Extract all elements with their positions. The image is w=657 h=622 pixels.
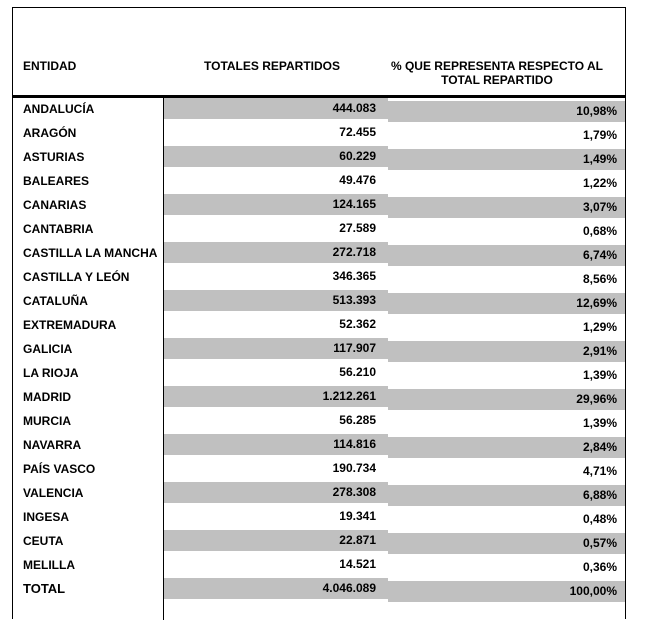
row-percentage: 1,29% [582,320,617,334]
row-entity: ARAGÓN [23,126,77,140]
table-row [13,530,625,554]
table-row [13,506,625,530]
table-row [13,122,625,146]
row-percentage: 8,56% [582,272,617,286]
row-total: 114.816 [163,434,388,455]
header-total: TOTALES REPARTIDOS [204,59,341,73]
row-percentage: 2,84% [388,437,625,458]
row-percentage: 1,49% [388,149,625,170]
row-percentage: 1,79% [582,128,617,142]
row-total: 124.165 [163,194,388,215]
row-entity: TOTAL [23,581,66,596]
row-percentage: 0,68% [582,224,617,238]
row-total: 56.210 [339,365,376,379]
row-entity: MADRID [23,390,71,404]
table-row [13,266,625,290]
row-entity: MELILLA [23,558,75,572]
row-entity: CEUTA [23,534,64,548]
total-row [13,578,625,602]
table-body [13,98,625,602]
table-row [13,410,625,434]
row-percentage: 4,71% [582,464,617,478]
row-percentage: 2,91% [388,341,625,362]
row-entity: LA RIOJA [23,366,79,380]
row-entity: CASTILLA LA MANCHA [23,246,158,260]
table-row [13,194,625,218]
row-percentage: 0,36% [582,560,617,574]
table-row [13,314,625,338]
row-percentage: 1,39% [582,368,617,382]
row-entity: CATALUÑA [23,294,88,308]
row-percentage: 12,69% [388,293,625,314]
row-percentage: 6,88% [388,485,625,506]
row-total: 444.083 [163,98,388,119]
row-percentage: 0,57% [388,533,625,554]
table-row [13,218,625,242]
table-row [13,242,625,266]
row-total: 49.476 [339,173,376,187]
row-total: 60.229 [163,146,388,167]
table-row [13,386,625,410]
row-entity: INGESA [23,510,70,524]
row-percentage: 6,74% [388,245,625,266]
row-total: 117.907 [163,338,388,359]
row-percentage: 100,00% [388,581,625,602]
row-entity: PAÍS VASCO [23,462,96,476]
row-total: 190.734 [332,461,376,475]
table-row [13,98,625,122]
row-percentage: 1,39% [582,416,617,430]
column-divider [163,98,164,620]
row-entity: CANARIAS [23,198,87,212]
row-entity: BALEARES [23,174,90,188]
row-entity: NAVARRA [23,438,82,452]
table-row [13,554,625,578]
row-percentage: 29,96% [388,389,625,410]
row-total: 4.046.089 [163,578,388,599]
row-total: 27.589 [339,221,376,235]
table-row [13,290,625,314]
row-entity: GALICIA [23,342,73,356]
table-row [13,482,625,506]
row-total: 1.212.261 [163,386,388,407]
row-entity: EXTREMADURA [23,318,117,332]
row-entity: ANDALUCÍA [23,102,95,116]
row-entity: CASTILLA Y LEÓN [23,270,130,284]
table-row [13,338,625,362]
row-total: 56.285 [339,413,376,427]
table-row [13,458,625,482]
row-total: 19.341 [339,509,376,523]
table-row [13,170,625,194]
row-total: 272.718 [163,242,388,263]
row-total: 513.393 [163,290,388,311]
row-entity: CANTABRIA [23,222,94,236]
row-total: 278.308 [163,482,388,503]
row-total: 346.365 [332,269,376,283]
row-total: 52.362 [339,317,376,331]
table-row [13,146,625,170]
row-entity: MURCIA [23,414,71,428]
header-entity: ENTIDAD [23,59,77,73]
row-entity: ASTURIAS [23,150,85,164]
row-total: 22.871 [163,530,388,551]
distribution-table [12,7,626,619]
row-entity: VALENCIA [23,486,84,500]
row-total: 72.455 [339,125,376,139]
row-percentage: 3,07% [388,197,625,218]
table-row [13,434,625,458]
header-percentage: % QUE REPRESENTA RESPECTO AL TOTAL REPARTIDO [390,59,604,87]
table-row [13,362,625,386]
row-percentage: 1,22% [582,176,617,190]
row-total: 14.521 [339,557,376,571]
row-percentage: 10,98% [388,101,625,122]
row-percentage: 0,48% [582,512,617,526]
